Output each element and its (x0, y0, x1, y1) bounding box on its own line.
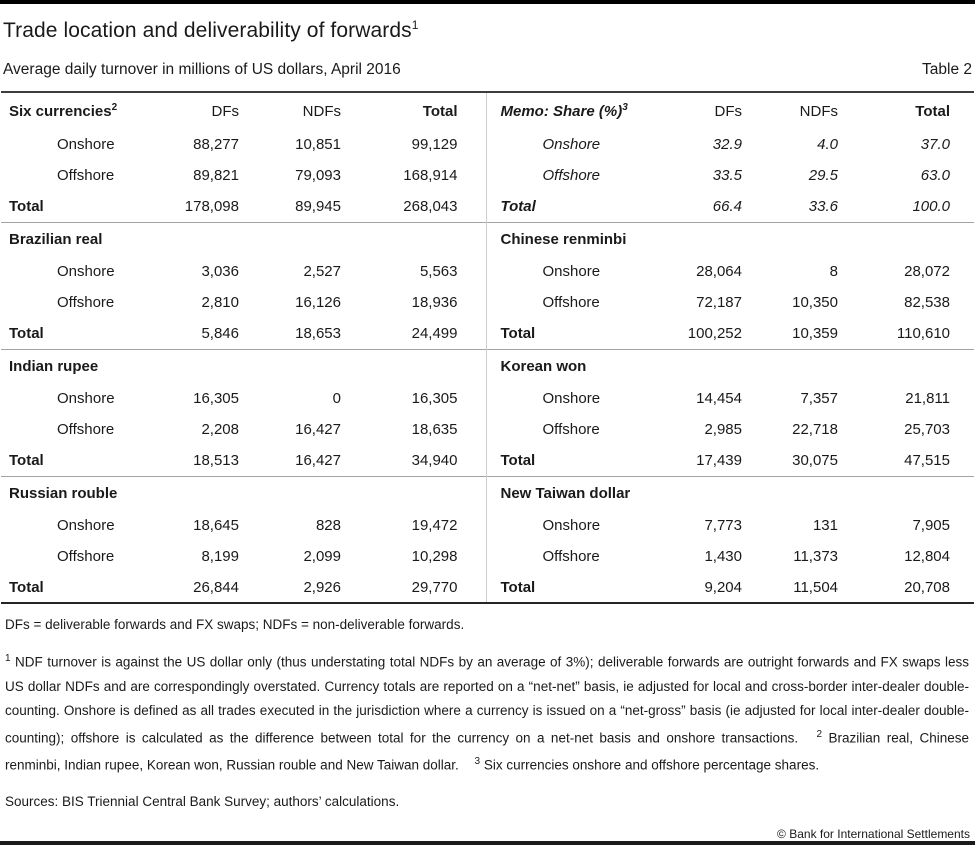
ndfs-value: 30,075 (792, 451, 838, 469)
ndfs-value: 89,945 (295, 197, 341, 215)
bottom-rule (0, 841, 975, 845)
table-row (1, 129, 974, 160)
dfs-value: 7,773 (704, 517, 742, 534)
total-value: 28,072 (904, 263, 950, 280)
total-value: 12,804 (904, 548, 950, 565)
total-value: 18,635 (411, 421, 458, 438)
copyright-notice: © Bank for International Settlements (777, 826, 970, 841)
column-header-total: Total (422, 102, 458, 120)
total-value: 16,305 (411, 390, 458, 407)
row-label: Onshore (57, 517, 115, 534)
sources-note: Sources: BIS Triennial Central Bank Survey; authors’ calculations. (5, 793, 400, 809)
table-row (1, 256, 974, 287)
row-label: Onshore (57, 390, 115, 407)
memo-dfs-value: 66.4 (712, 197, 742, 215)
table-number-label: Table 2 (922, 61, 972, 78)
dfs-value: 8,199 (201, 548, 239, 565)
page-title-text: Trade location and deliverability of forwards (3, 19, 412, 42)
dfs-value: 89,821 (193, 167, 239, 184)
footnote-1-text: NDF turnover is against the US dollar only (thus understating total NDFs by an average of 3%); deliverable forwards are outright forwards and FX swaps less US dollar NDFs and are correspondingly overstated. Currency totals are reported on a “net-net” basis, ie adjusted for local and cross-border inter-dealer double-counting. Onshore is defined as all trades executed in the jurisdiction where a currency is issued on a “net-gross” basis (ie adjusted for local inter-dealer double-counting); offshore is calculated as the difference between total for the currency on a net-net basis and onshore transactions. (5, 654, 969, 745)
row-label: Offshore (486, 287, 672, 318)
total-value: 18,936 (411, 294, 458, 311)
memo-column-header-ndfs: NDFs (799, 102, 838, 120)
dfs-value: 2,810 (201, 294, 239, 311)
row-label: Offshore (57, 421, 115, 438)
memo-dfs-value: 33.5 (712, 167, 742, 184)
memo-header-footnote-marker: 3 (622, 102, 628, 113)
footnote-3-marker: 3 (474, 756, 481, 767)
dfs-value: 9,204 (704, 578, 742, 596)
memo-ndfs-value: 33.6 (808, 197, 838, 215)
memo-total-value: 100.0 (912, 197, 950, 215)
footnote-paragraph (5, 647, 969, 778)
ndfs-value: 7,357 (800, 390, 838, 407)
row-label: Offshore (57, 167, 115, 184)
ndfs-value: 11,504 (793, 578, 838, 596)
dfs-value: 14,454 (696, 390, 742, 407)
ndfs-value: 16,427 (295, 451, 341, 469)
dfs-value: 3,036 (201, 263, 239, 280)
row-label: Offshore (57, 548, 115, 565)
total-value: 10,298 (411, 548, 458, 565)
total-value: 110,610 (896, 324, 950, 342)
ndfs-value: 11,373 (793, 548, 838, 565)
dfs-value: 2,208 (201, 421, 239, 438)
memo-ndfs-value: 29.5 (808, 167, 838, 184)
ndfs-value: 10,359 (792, 324, 838, 342)
row-label: Onshore (486, 383, 672, 414)
page-title-footnote-marker: 1 (411, 18, 419, 32)
section-title: New Taiwan dollar (486, 476, 974, 510)
footnotes-block (5, 614, 969, 813)
table-row (1, 572, 974, 603)
dfs-value: 18,513 (193, 451, 239, 469)
page-subtitle: Average daily turnover in millions of US dollars, April 2016 (3, 61, 401, 78)
abbreviations-note: DFs = deliverable forwards and FX swaps; NDFs = non-deliverable forwards. (5, 617, 465, 632)
total-value: 268,043 (403, 197, 458, 215)
memo-dfs-value: 32.9 (712, 136, 742, 153)
total-value: 29,770 (411, 578, 458, 596)
total-value: 24,499 (411, 324, 458, 342)
row-label: Total (9, 197, 44, 215)
dfs-value: 72,187 (696, 294, 742, 311)
dfs-value: 88,277 (193, 136, 239, 153)
row-label: Offshore (57, 294, 115, 311)
table-row (1, 383, 974, 414)
total-value: 99,129 (411, 136, 458, 153)
ndfs-value: 131 (812, 517, 838, 534)
ndfs-value: 18,653 (295, 324, 341, 342)
dfs-value: 17,439 (696, 451, 742, 469)
ndfs-value: 16,126 (295, 294, 341, 311)
row-label: Onshore (57, 136, 115, 153)
top-rule (0, 0, 975, 4)
dfs-value: 5,846 (201, 324, 239, 342)
section-title: Korean won (486, 349, 974, 383)
memo-row-label: Offshore (486, 160, 672, 191)
ndfs-value: 79,093 (295, 167, 341, 184)
memo-total-value: 37.0 (920, 136, 950, 153)
row-label: Total (9, 578, 44, 596)
row-label: Total (486, 318, 672, 349)
total-value: 7,905 (912, 517, 950, 534)
ndfs-value: 2,099 (303, 548, 341, 565)
dfs-value: 1,430 (704, 548, 742, 565)
dfs-value: 100,252 (687, 324, 742, 342)
table-row (1, 287, 974, 318)
table-header-row (1, 92, 974, 129)
dfs-value: 16,305 (193, 390, 239, 407)
total-value: 34,940 (411, 451, 458, 469)
subtitle-row (3, 61, 972, 79)
section-title: Indian rupee (1, 349, 486, 383)
total-value: 47,515 (904, 451, 950, 469)
row-label: Total (486, 445, 672, 476)
memo-header-label: Memo: Share (%)$^3$ (486, 92, 672, 129)
dfs-value: 18,645 (193, 517, 239, 534)
total-value: 168,914 (403, 167, 458, 184)
table-row (1, 160, 974, 191)
table-row (1, 445, 974, 476)
memo-total-value: 63.0 (920, 167, 950, 184)
total-value: 5,563 (419, 263, 458, 280)
ndfs-value: 2,527 (303, 263, 341, 280)
section-title: Russian rouble (1, 476, 486, 510)
memo-row-label: Total (486, 191, 672, 222)
dfs-value: 26,844 (193, 578, 239, 596)
total-value: 82,538 (904, 294, 950, 311)
total-value: 20,708 (904, 578, 950, 596)
dfs-value: 2,985 (704, 421, 742, 438)
ndfs-value: 8 (829, 263, 838, 280)
page-title (3, 18, 975, 43)
ndfs-value: 0 (332, 390, 341, 407)
table-row (1, 191, 974, 222)
footnote-3-text: Six currencies onshore and offshore percentage shares. (483, 757, 820, 773)
section-title-row (1, 222, 974, 256)
section-title: Chinese renminbi (486, 222, 974, 256)
footnote-1-marker: 1 (5, 653, 11, 664)
ndfs-value: 16,427 (295, 421, 341, 438)
row-label: Offshore (486, 541, 672, 572)
footnote-2-marker: 2 (816, 728, 823, 740)
ndfs-value: 10,851 (295, 136, 341, 153)
forwards-table (1, 91, 974, 604)
footnote-2-text: Brazilian real, Chinese renminbi, Indian rupee, Korean won, Russian rouble and New Taiwan dollar. (5, 730, 969, 773)
table-row (1, 541, 974, 572)
memo-column-header-total: Total (915, 102, 950, 120)
table-row (1, 318, 974, 349)
dfs-value: 28,064 (696, 263, 742, 280)
section-title-row (1, 349, 974, 383)
row-label: Total (9, 451, 44, 469)
ndfs-value: 2,926 (303, 578, 341, 596)
left-header-footnote-marker: 2 (111, 102, 118, 113)
column-header-dfs: DFs (211, 102, 239, 120)
total-value: 21,811 (905, 390, 950, 407)
row-label: Total (486, 572, 672, 603)
section-title: Brazilian real (1, 222, 486, 256)
memo-column-header-dfs: DFs (714, 102, 742, 120)
row-label: Total (9, 324, 44, 342)
row-label: Onshore (486, 510, 672, 541)
ndfs-value: 828 (315, 517, 341, 534)
memo-ndfs-value: 4.0 (817, 136, 838, 153)
left-header-label: Six currencies$^2$ (9, 102, 118, 120)
row-label: Onshore (57, 263, 115, 280)
memo-row-label: Onshore (486, 129, 672, 160)
row-label: Offshore (486, 414, 672, 445)
dfs-value: 178,098 (184, 197, 239, 215)
row-label: Onshore (486, 256, 672, 287)
table-row (1, 414, 974, 445)
section-title-row (1, 476, 974, 510)
table-row (1, 510, 974, 541)
total-value: 25,703 (904, 421, 950, 438)
ndfs-value: 22,718 (792, 421, 838, 438)
column-header-ndfs: NDFs (302, 102, 341, 120)
total-value: 19,472 (411, 517, 458, 534)
ndfs-value: 10,350 (792, 294, 838, 311)
